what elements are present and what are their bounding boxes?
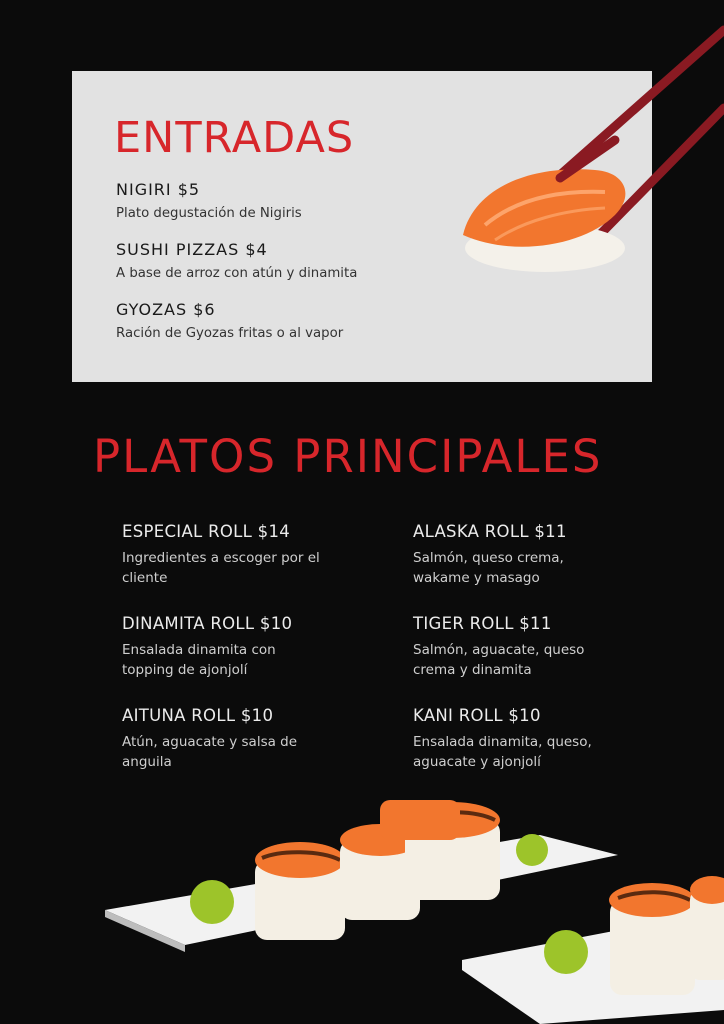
plato-name: TIGER ROLL $11 <box>413 614 552 633</box>
entrada-name: GYOZAS $6 <box>116 300 216 319</box>
plato-desc: Salmón, queso crema, wakame y masago <box>413 550 564 586</box>
plato-name: AITUNA ROLL $10 <box>122 706 274 725</box>
plato-item <box>413 522 653 588</box>
chopstick-upper <box>560 30 724 175</box>
plato-name: ALASKA ROLL $11 <box>413 522 567 541</box>
wasabi <box>516 834 548 866</box>
entrada-name: SUSHI PIZZAS $4 <box>116 240 268 259</box>
plato-item <box>413 706 653 772</box>
plato-item <box>122 706 362 772</box>
plato-item <box>122 614 362 680</box>
entrada-name: NIGIRI $5 <box>116 180 201 199</box>
sushi-rolls-plates-image <box>0 780 724 1024</box>
plato-name: KANI ROLL $10 <box>413 706 541 725</box>
sushi-roll <box>690 876 724 980</box>
platos-principales-title: PLATOS PRINCIPALES <box>93 430 603 483</box>
plato-desc: Ensalada dinamita con topping de ajonjolí <box>122 642 276 678</box>
wasabi <box>544 930 588 974</box>
entrada-desc: Ración de Gyozas fritas o al vapor <box>116 326 344 341</box>
entrada-item <box>116 240 357 281</box>
entrada-item <box>116 300 343 341</box>
plato-item <box>413 614 653 680</box>
sushi-roll <box>609 883 695 995</box>
entrada-desc: Plato degustación de Nigiris <box>116 206 302 221</box>
plato-name: DINAMITA ROLL $10 <box>122 614 293 633</box>
plato-desc: Ingredientes a escoger por el cliente <box>122 550 320 586</box>
entrada-item <box>116 180 302 221</box>
entradas-title: ENTRADAS <box>114 113 355 163</box>
plato-name: ESPECIAL ROLL $14 <box>122 522 291 541</box>
sushi-roll <box>255 842 345 940</box>
wasabi <box>190 880 234 924</box>
nigiri-with-chopsticks-image <box>455 0 724 290</box>
entrada-desc: A base de arroz con atún y dinamita <box>116 266 358 281</box>
plato-item <box>122 522 362 588</box>
plato-desc: Ensalada dinamita, queso, aguacate y ajonjolí <box>413 734 592 770</box>
plato-desc: Salmón, aguacate, queso crema y dinamita <box>413 642 585 678</box>
plato-desc: Atún, aguacate y salsa de anguila <box>122 734 298 770</box>
sushi-roll <box>380 800 460 840</box>
